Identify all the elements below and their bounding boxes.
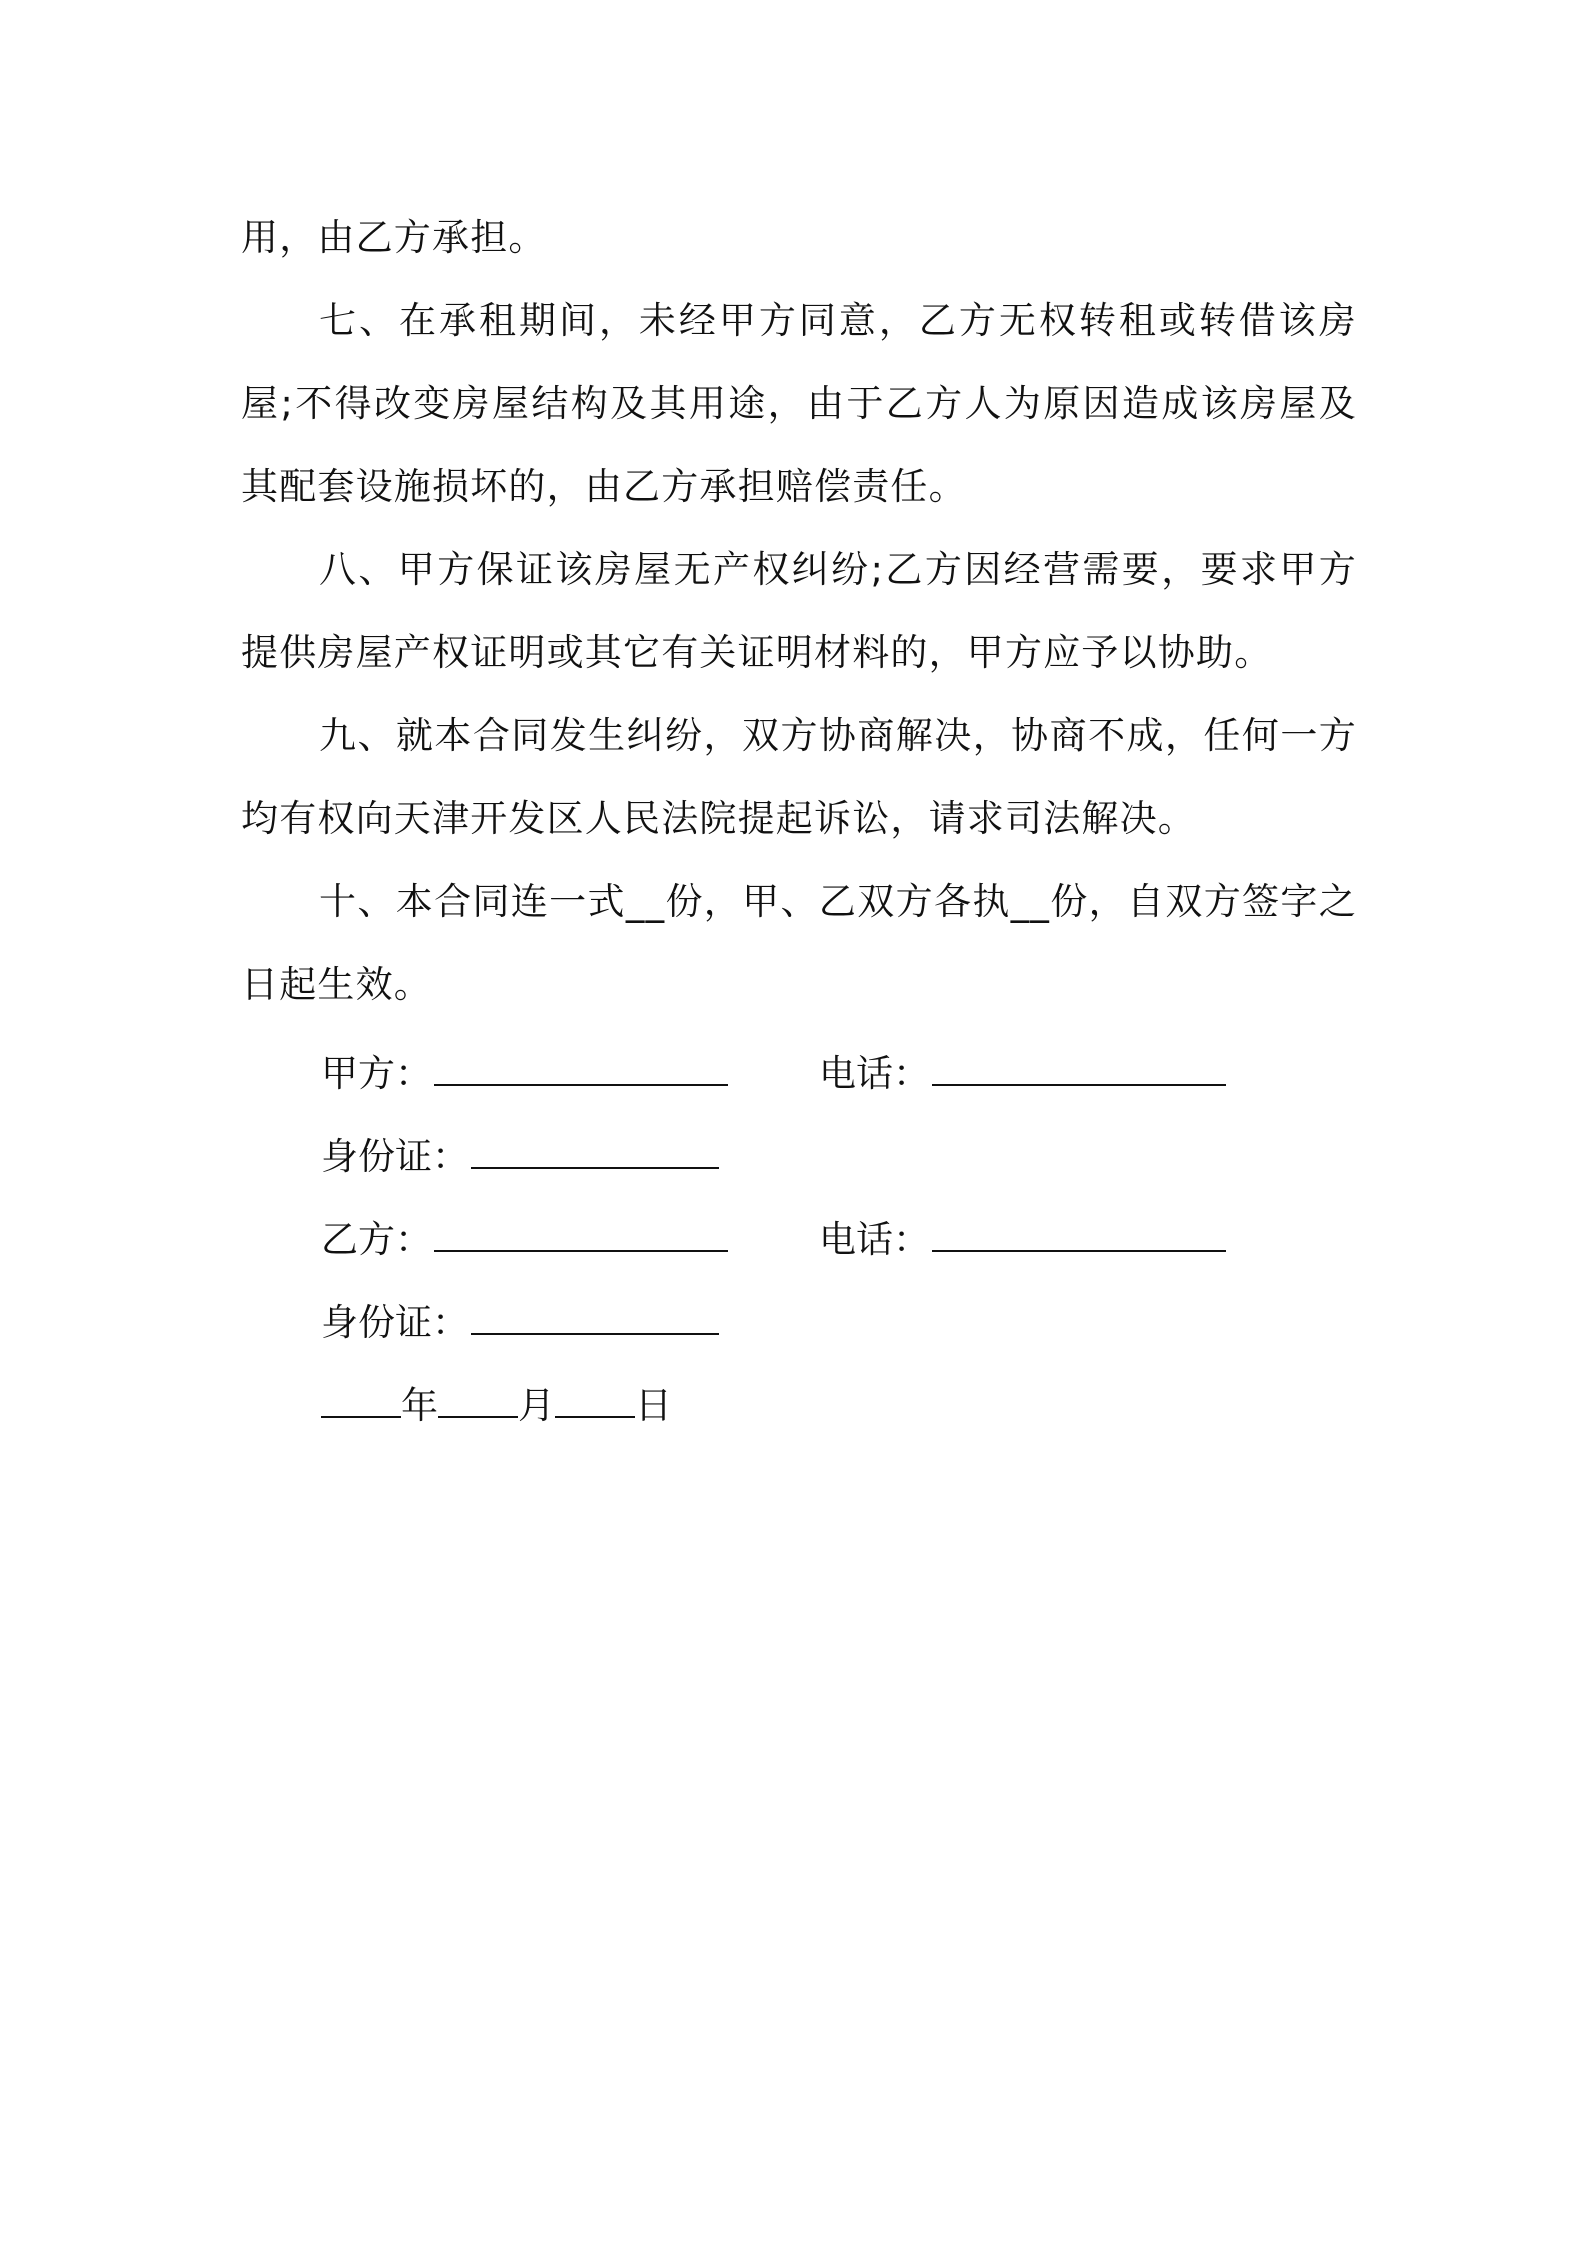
party-b-id-row	[321, 1281, 1321, 1364]
month-blank	[438, 1386, 518, 1418]
party-a-blank	[434, 1054, 728, 1086]
party-a-phone	[819, 1032, 1226, 1115]
year-label: 年	[401, 1384, 438, 1427]
clause-8: 八、甲方保证该房屋无产权纠纷;乙方因经营需要，要求甲方提供房屋产权证明或其它有关证明材料的，甲方应予以协助。	[241, 548, 1357, 674]
party-b-phone-label: 电话：	[819, 1218, 930, 1261]
clause-10: 十、本合同连一式__份，甲、乙双方各执__份，自双方签字之日起生效。	[241, 880, 1357, 1006]
signature-block	[321, 1032, 1321, 1447]
party-a-row	[321, 1032, 1321, 1115]
party-b-id-label: 身份证：	[321, 1301, 469, 1344]
party-b-row	[321, 1198, 1321, 1281]
party-a-id-label: 身份证：	[321, 1135, 469, 1178]
party-a-id-row	[321, 1115, 1321, 1198]
party-a-phone-blank	[932, 1054, 1226, 1086]
year-blank	[321, 1386, 401, 1418]
paragraph-continuation: 用，由乙方承担。	[241, 216, 547, 259]
party-b-blank	[434, 1220, 728, 1252]
party-b-phone	[819, 1198, 1226, 1281]
party-a-phone-label: 电话：	[819, 1052, 930, 1095]
party-a-label: 甲方：	[321, 1052, 432, 1095]
party-a-id-blank	[471, 1137, 719, 1169]
date-row	[321, 1364, 1321, 1447]
day-blank	[555, 1386, 635, 1418]
party-b-id-blank	[471, 1303, 719, 1335]
day-label: 日	[635, 1384, 672, 1427]
month-label: 月	[518, 1384, 555, 1427]
contract-body	[241, 196, 1357, 1026]
clause-7: 七、在承租期间，未经甲方同意，乙方无权转租或转借该房屋;不得改变房屋结构及其用途，由于乙方人为原因造成该房屋及其配套设施损坏的，由乙方承担赔偿责任。	[241, 299, 1357, 508]
clause-9: 九、就本合同发生纠纷，双方协商解决，协商不成，任何一方均有权向天津开发区人民法院提起诉讼，请求司法解决。	[241, 714, 1357, 840]
party-b-phone-blank	[932, 1220, 1226, 1252]
party-b-label: 乙方：	[321, 1218, 432, 1261]
